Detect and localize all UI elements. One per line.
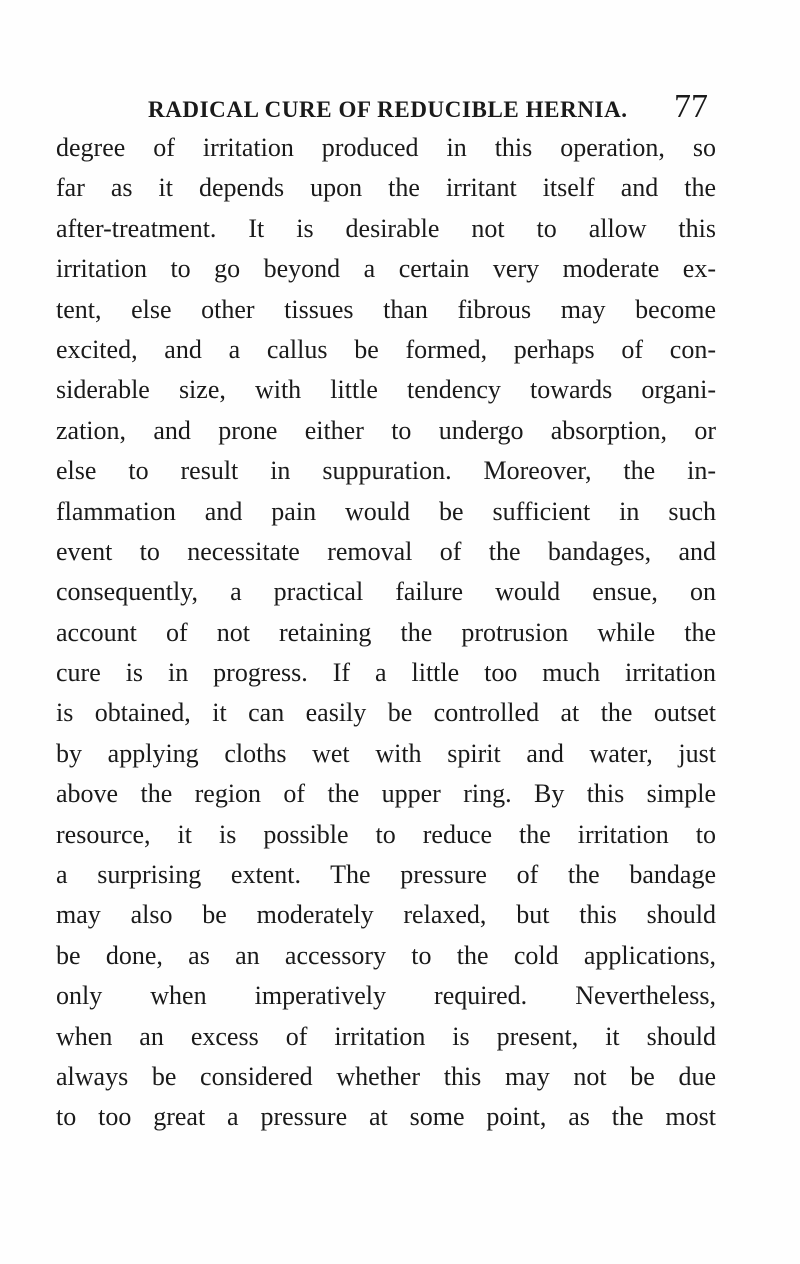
text-line: flammation and pain would be sufficient in such	[56, 496, 716, 526]
text-line: else to result in suppuration. Moreover, the in-	[56, 456, 716, 486]
text-line: above the region of the upper ring. By this simple	[56, 779, 716, 809]
running-head	[148, 88, 708, 128]
text-line: degree of irritation produced in this operation, so	[56, 133, 716, 162]
text-line: account of not retaining the protrusion while the	[56, 617, 716, 647]
text-line: zation, and prone either to undergo absorption, or	[56, 415, 716, 445]
text-line: excited, and a callus be formed, perhaps of con-	[56, 334, 716, 364]
text-line: tent, else other tissues than fibrous may become	[56, 294, 716, 324]
text-line: cure is in progress. If a little too much irritation	[56, 658, 716, 688]
text-line: a surprising extent. The pressure of the bandage	[56, 860, 716, 890]
text-line: resource, it is possible to reduce the irritation to	[56, 819, 716, 849]
text-line: only when imperatively required. Nevertheless,	[56, 981, 716, 1011]
text-line: may also be moderately relaxed, but this should	[56, 900, 716, 930]
page-number: 77	[674, 88, 708, 125]
text-line: when an excess of irritation is present, it should	[56, 1021, 716, 1051]
body-text	[56, 128, 716, 1138]
text-line: far as it depends upon the irritant itself and the	[56, 173, 716, 203]
running-title: RADICAL CURE OF REDUCIBLE HERNIA.	[148, 97, 628, 122]
text-line: always be considered whether this may not be due	[56, 1061, 716, 1091]
text-line: by applying cloths wet with spirit and water, just	[56, 738, 716, 768]
text-line: event to necessitate removal of the bandages, and	[56, 536, 716, 566]
text-line: consequently, a practical failure would ensue, on	[56, 577, 716, 607]
text-line: to too great a pressure at some point, as the most	[56, 1102, 716, 1132]
text-line: after-treatment. It is desirable not to allow this	[56, 213, 716, 243]
text-line: siderable size, with little tendency towards organi-	[56, 375, 716, 405]
text-line: be done, as an accessory to the cold applications,	[56, 940, 716, 970]
text-line: irritation to go beyond a certain very moderate ex-	[56, 254, 716, 284]
text-line: is obtained, it can easily be controlled at the outset	[56, 698, 716, 728]
